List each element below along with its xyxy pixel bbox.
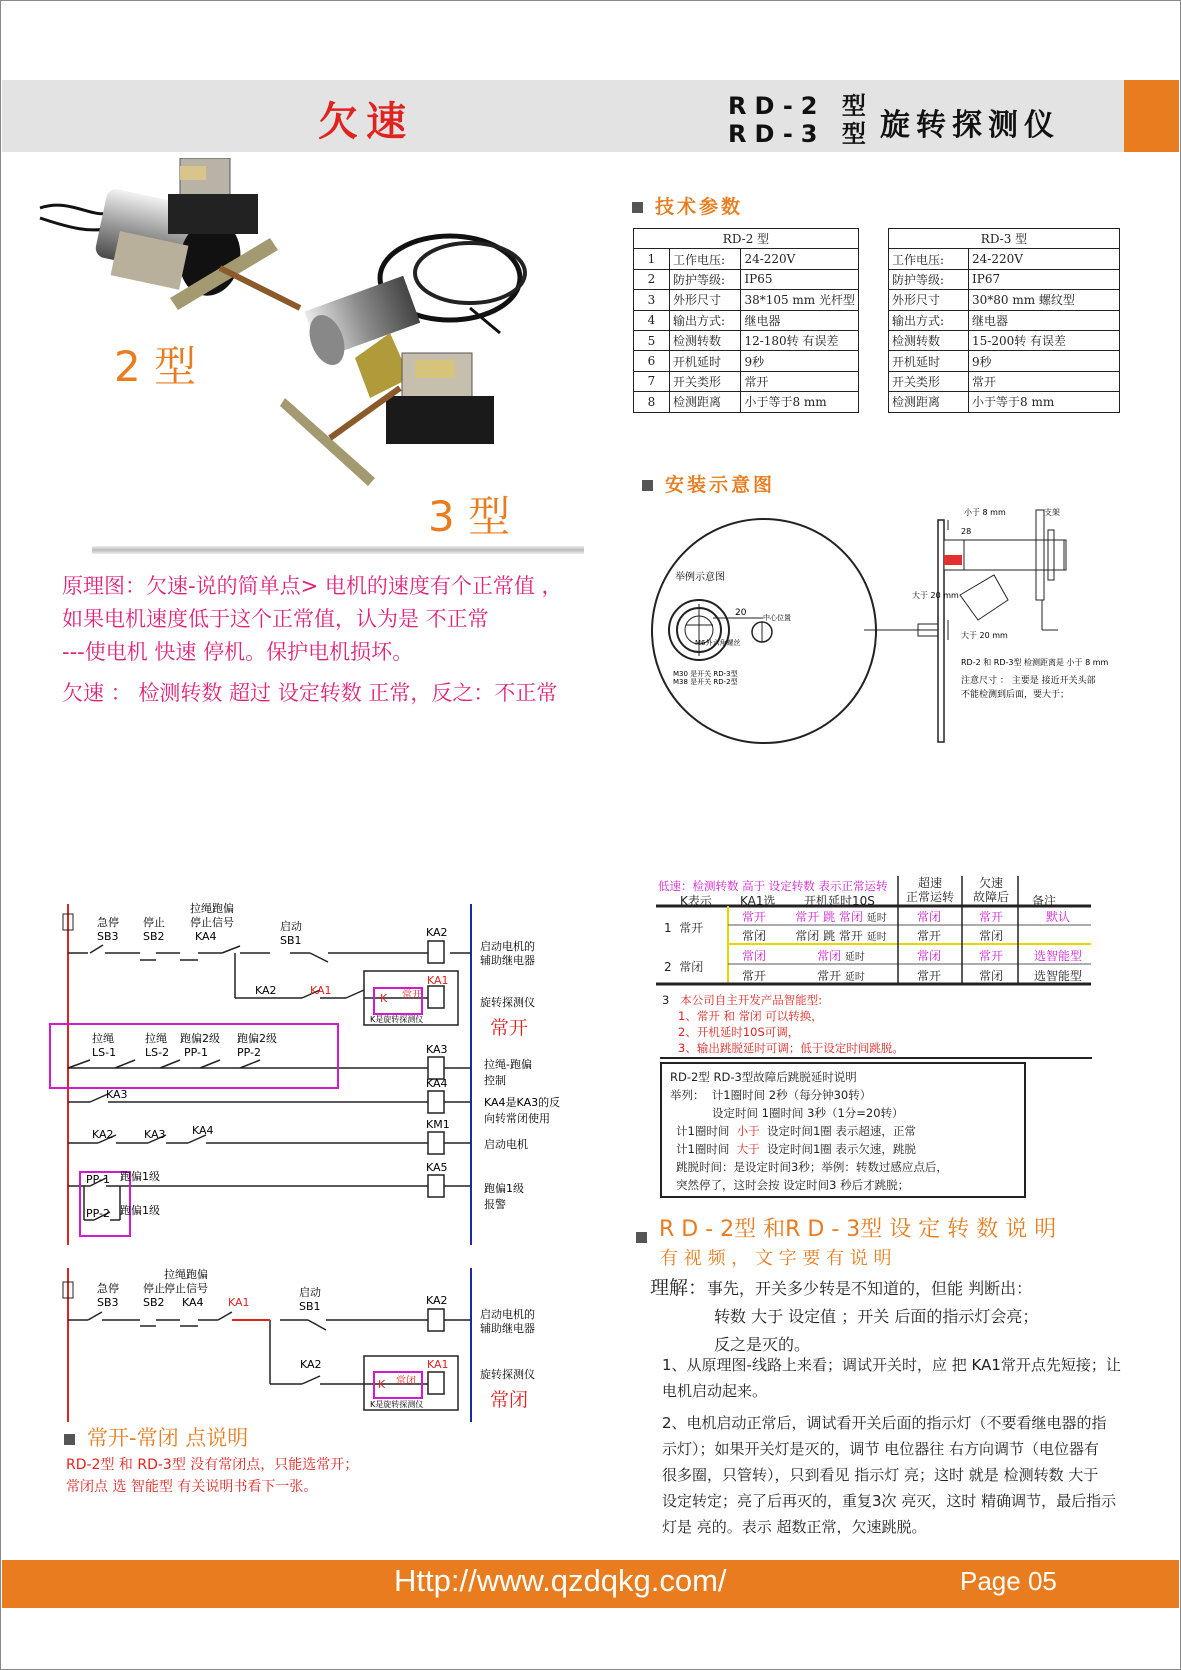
c2-ka4-id: KA4 bbox=[182, 1296, 204, 1309]
header-k: K表示 bbox=[680, 894, 712, 908]
principle-text: 原理图：欠速-说的简单点> 电机的速度有个正常值 ， 如果电机速度低于这个正常值，认为是 不正常 ---使电机 快速 停机。保护电机损坏。 欠速 ： 检测转数 超过 设定转数 正常，反之：不正常 bbox=[62, 574, 563, 705]
c2-sb1-id: SB1 bbox=[299, 1300, 321, 1313]
circuit-diagram-2 bbox=[40, 1264, 600, 1424]
pp1b-id: PP-1 bbox=[86, 1173, 110, 1186]
sb3-label: 急停 bbox=[97, 916, 119, 929]
rd2-spec-row: 8 检测距离 小于等于8 mm bbox=[634, 392, 859, 412]
setting-subheading: 有 视 频 ， 文 字 要 有 说 明 bbox=[660, 1248, 892, 1269]
gt20-label-b: 大于 20 mm bbox=[961, 631, 1008, 640]
aux-label-a: 启动电机的 bbox=[480, 940, 535, 953]
note-2: 注意尺寸 ： 主要是 接近开关头部 bbox=[961, 676, 1096, 686]
c2-aux-label-a: 启动电机的 bbox=[480, 1308, 535, 1321]
c2-ka1-id: KA1 bbox=[228, 1296, 250, 1309]
m30-label: M30 是开关 RD-3型 bbox=[673, 670, 738, 678]
divider bbox=[92, 546, 584, 554]
c2-sb2-id: SB2 bbox=[143, 1296, 165, 1309]
group2-label: 2 常闭 bbox=[664, 960, 704, 974]
select-row: 常开 常开 跳 常闭 延时 常闭 常开 默认 bbox=[741, 910, 1070, 924]
rd2-spec-row: 5 检测转数 12-180转 有误差 bbox=[634, 330, 859, 350]
product-name: 旋转探测仪 bbox=[880, 108, 1060, 143]
c2-sb1-label: 启动 bbox=[299, 1286, 321, 1299]
c2-sb3-id: SB3 bbox=[97, 1296, 119, 1309]
dim-28: 28 bbox=[961, 527, 972, 536]
setting-step-1: 1、从原理图-线路上来看；调试开关时，应 把 KA1常开点先短接；让 电机启动起来。 bbox=[662, 1356, 1121, 1400]
rd2-spec-row: 2 防护等级: IP65 bbox=[634, 269, 859, 289]
select-top-note: 低速：检测转数 高于 设定转数 表示正常运转 bbox=[658, 879, 888, 893]
select-row: 常闭 常闭 跳 常开 延时 常开 常闭 bbox=[741, 929, 1003, 943]
c2-sb3-label: 急停 bbox=[97, 1282, 119, 1295]
setting-step-2: 2、电机启动正常后，调试看开关后面的指示灯（不要看继电器的指 示灯）；如果开关灯是灭的，调节 电位器往 右方向调节（电位器有 很多圈，只管转），只到看见 指示灯 亮；这时 就是 检测转数 大于 设定转定；亮了后再灭的，重复3次 亮灭，这时 精确调节，最后指示 灯是 亮的。表示 超数正常，欠速跳脱。 bbox=[662, 1414, 1117, 1536]
circuit-diagram-1 bbox=[40, 890, 600, 1245]
c2-ka1-coil: KA1 bbox=[427, 1358, 449, 1371]
rd3-spec-row: 输出方式: 继电器 bbox=[889, 310, 1120, 330]
sb2-label: 停止 bbox=[143, 916, 165, 929]
rd2-spec-table: RD-2 型 1 工作电压: 24-220V 2 防护等级: IP65 3 外形尺寸 38*105 mm 光杆型 4 输出方式: 继电器 5 检测转数 12-180转 有误差 6 开机延时 9秒 7 开关类形 常开 8 检测距离 小于等于8 mm bbox=[633, 228, 859, 413]
note-3: 不能检测到后面，要大于； bbox=[961, 690, 1070, 700]
ka3-contact: KA3 bbox=[106, 1088, 128, 1101]
page-title: 欠速 bbox=[318, 99, 414, 145]
ka2-coil: KA2 bbox=[426, 926, 448, 939]
ka3-coil: KA3 bbox=[426, 1043, 448, 1056]
model-rd2: RD-2 型 bbox=[728, 92, 874, 120]
header-accent bbox=[1124, 80, 1179, 152]
header-remark: 备注 bbox=[1032, 894, 1057, 908]
ls2-label-a: 拉绳 bbox=[145, 1032, 167, 1045]
page-number: Page 05 bbox=[960, 1566, 1057, 1596]
select-row: 常开 常开 延时 常开 常闭 选智能型 bbox=[741, 969, 1082, 983]
ka4-label-b: 停止信号 bbox=[190, 916, 234, 929]
install-heading: 安装示意图 bbox=[642, 470, 775, 497]
header-over: 超速 正常运转 bbox=[905, 876, 954, 904]
row-ka2: KA2 bbox=[92, 1128, 114, 1141]
aux-label-b: 辅助继电器 bbox=[480, 954, 535, 967]
ls1-label-a: 拉绳 bbox=[92, 1032, 114, 1045]
install-diagram bbox=[648, 500, 1128, 750]
sensor-label: 旋转探测仪 bbox=[480, 996, 535, 1009]
rd2-spec-row: 6 开机延时 9秒 bbox=[634, 351, 859, 371]
pp1-id: PP-1 bbox=[184, 1046, 208, 1059]
alarm-label-b: 报警 bbox=[484, 1198, 506, 1211]
dim-20: 20 bbox=[735, 608, 747, 618]
motor-label: 启动电机 bbox=[484, 1138, 528, 1151]
header-under: 欠速 故障后 bbox=[972, 876, 1009, 904]
ka5-coil: KA5 bbox=[426, 1161, 448, 1174]
setting-understanding: 理解：事先，开关多少转是不知道的，但能 判断出： 转数 大于 设定值 ；开关 后面的指示灯会亮； 反之是灭的。 bbox=[650, 1277, 1039, 1354]
c2-mode-label: 常闭 bbox=[490, 1389, 529, 1411]
rd2-spec-row: 3 外形尺寸 38*105 mm 光杆型 bbox=[634, 290, 859, 310]
setting-heading: R D - 2型 和R D - 3型 设 定 转 数 说 明 bbox=[636, 1212, 1056, 1243]
smart-type-note: 3 本公司自主开发产品智能型: 1、常开 和 常闭 可以转换， 2、开机延时10S可调， 3、输出跳脱延时可调；低于设定时间跳脱。 bbox=[662, 993, 904, 1055]
rd3-spec-table: RD-3 型 工作电压: 24-220V 防护等级: IP67 外形尺寸 30*80 mm 螺纹型 输出方式: 继电器 检测转数 15-200转 有误差 开机延时 9秒 开关类形 常开 检测距离 小于等于8 mm bbox=[888, 228, 1120, 413]
c2-ka2-contact: KA2 bbox=[300, 1358, 322, 1371]
rd3-spec-row: 检测距离 小于等于8 mm bbox=[889, 392, 1120, 412]
c2-sensor-note: K是旋转探测仪 bbox=[370, 1400, 424, 1409]
pp2-label-a: 跑偏2级 bbox=[237, 1032, 277, 1045]
rule bbox=[660, 1057, 1092, 1059]
pull-label-a: 拉绳-跑偏 bbox=[484, 1058, 532, 1071]
bracket-label: 支架 bbox=[1044, 508, 1060, 517]
type3-label: 3 型 bbox=[428, 492, 511, 541]
contact-note-text: RD-2型 和 RD-3型 没有常闭点，只能选常开； 常闭点 选 智能型 有关说明书看下一张。 bbox=[66, 1457, 359, 1495]
pp2b-label: 跑偏1级 bbox=[120, 1204, 160, 1217]
sensor-note: K是旋转探测仪 bbox=[370, 1015, 424, 1024]
c2-nc-label: 常闭 bbox=[396, 1376, 416, 1387]
k-label: K bbox=[380, 992, 388, 1005]
tech-params-heading: 技术参数 bbox=[632, 192, 743, 219]
model-rd3: RD-3 型 bbox=[728, 120, 874, 148]
c2-aux-label-b: 辅助继电器 bbox=[480, 1322, 535, 1335]
center-label: 中心位置 bbox=[763, 614, 791, 622]
alarm-label-a: 跑偏1级 bbox=[484, 1182, 524, 1195]
lt8-label: 小于 8 mm bbox=[964, 508, 1006, 517]
pull-label-b: 控制 bbox=[484, 1074, 506, 1087]
ka4-id: KA4 bbox=[195, 930, 217, 943]
sb1-label: 启动 bbox=[280, 920, 302, 933]
select-row: 常闭 常闭 延时 常闭 常开 选智能型 bbox=[741, 949, 1082, 963]
bolt-label: M6外六角螺丝 bbox=[695, 639, 741, 647]
rd3-spec-row: 开关类形 常开 bbox=[889, 371, 1120, 391]
rd2-spec-row: 7 开关类形 常开 bbox=[634, 371, 859, 391]
rd3-spec-row: 工作电压: 24-220V bbox=[889, 249, 1120, 269]
rd3-spec-row: 防护等级: IP67 bbox=[889, 269, 1120, 289]
sb2-id: SB2 bbox=[143, 930, 165, 943]
example-label: 举例示意图 bbox=[675, 572, 725, 583]
ka1-contact: KA1 bbox=[310, 984, 332, 997]
row-ka3: KA3 bbox=[144, 1128, 166, 1141]
pp1-label-a: 跑偏2级 bbox=[180, 1032, 220, 1045]
ka4-coil: KA4 bbox=[426, 1077, 448, 1090]
row-ka4: KA4 bbox=[192, 1124, 214, 1137]
sb1-id: SB1 bbox=[280, 934, 302, 947]
m38-label: M38 是开关 RD-2型 bbox=[673, 678, 738, 686]
km1-coil: KM1 bbox=[426, 1118, 450, 1131]
ls1-id: LS-1 bbox=[92, 1046, 117, 1059]
footer-url[interactable]: Http://www.qzdqkg.com/ bbox=[394, 1563, 727, 1598]
rd3-spec-row: 开机延时 9秒 bbox=[889, 351, 1120, 371]
type2-label: 2 型 bbox=[114, 342, 197, 391]
ls2-id: LS-2 bbox=[145, 1046, 170, 1059]
no-label: 常开 bbox=[402, 990, 422, 1001]
ka4-note-b: 向转常闭使用 bbox=[484, 1112, 550, 1125]
ka4-label-a: 拉绳跑偏 bbox=[190, 902, 234, 915]
rd3-spec-row: 检测转数 15-200转 有误差 bbox=[889, 330, 1120, 350]
sb3-id: SB3 bbox=[97, 930, 119, 943]
pp1b-label: 跑偏1级 bbox=[120, 1170, 160, 1183]
note-1: RD-2 和 RD-3型 检测距离是 小于 8 mm bbox=[961, 658, 1109, 667]
c2-sb2-label: 停止 bbox=[143, 1282, 165, 1295]
header-delay: 开机延时10S bbox=[804, 894, 875, 908]
rd2-spec-row: 4 输出方式: 继电器 bbox=[634, 310, 859, 330]
ka4-note-a: KA4是KA3的反 bbox=[484, 1096, 561, 1109]
rd3-spec-row: 外形尺寸 30*80 mm 螺纹型 bbox=[889, 290, 1120, 310]
delay-note-box: RD-2型 RD-3型故障后跳脱延时说明 举列： 计1圈时间 2秒（每分钟30转） 设定时间 1圈时间 3秒（1分=20转） 计1圈时间 小于 设定时间1圈 表示超速，正常 计1圈时间 大于 设定时间1圈 表示欠速，跳脱 跳脱时间：是设定时间3秒；举例：转数过感应点后， 突然停了，这时会按 设定时间3 秒后才跳脱； bbox=[660, 1062, 1026, 1198]
ka1-coil: KA1 bbox=[427, 974, 449, 987]
group1-label: 1 常开 bbox=[664, 921, 704, 935]
mode-label: 常开 bbox=[490, 1017, 529, 1039]
contact-note-heading: 常开-常闭 点说明 bbox=[64, 1422, 248, 1452]
c2-k-label: K bbox=[378, 1378, 386, 1391]
c2-ka2-coil: KA2 bbox=[426, 1294, 448, 1307]
c2-sensor-label: 旋转探测仪 bbox=[480, 1368, 535, 1381]
c2-ka4-label-a: 拉绳跑偏 bbox=[164, 1268, 208, 1281]
pp2b-id: PP-2 bbox=[86, 1207, 110, 1220]
rd2-spec-row: 1 工作电压: 24-220V bbox=[634, 249, 859, 269]
ka2-contact: KA2 bbox=[255, 984, 277, 997]
gt20-label-a: 大于 20 mm bbox=[912, 591, 959, 600]
c2-ka4-label-b: 停止信号 bbox=[164, 1282, 208, 1295]
pp2-id: PP-2 bbox=[237, 1046, 261, 1059]
header-ka1: KA1选 bbox=[740, 894, 776, 908]
